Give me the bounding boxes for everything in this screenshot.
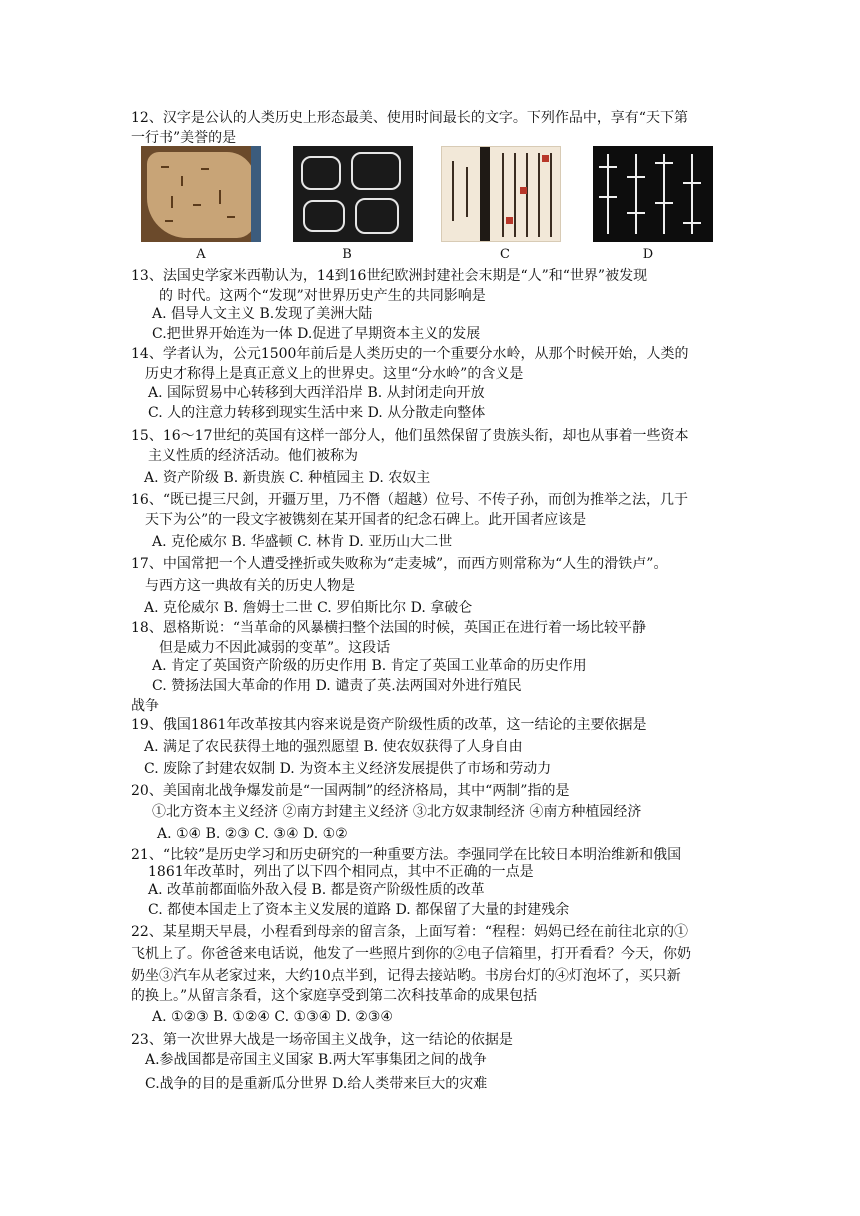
- text-line: A. ①④ B. ②③ C. ③④ D. ①②: [157, 826, 348, 842]
- text-line: 21、“比较”是历史学习和历史研究的一种重要方法。李强同学在比较日本明治维新和俄国: [131, 847, 682, 863]
- text-line: 1861年改革时，列出了以下四个相同点，其中不正确的一点是: [148, 864, 534, 880]
- text-line: 13、法国史学家米西勒认为，14到16世纪欧洲封建社会末期是“人”和“世界”被发现: [131, 268, 648, 284]
- text-line: C. 赞扬法国大革命的作用 D. 谴责了英.法两国对外进行殖民: [152, 678, 522, 694]
- text-line: A.参战国都是帝国主义国家 B.两大军事集团之间的战争: [145, 1052, 487, 1068]
- text-line: 16、“既已提三尺剑，开疆万里，乃不僭（超越）位号、不传子孙，而创为推举之法，几于: [131, 492, 688, 508]
- seal-script-image: [293, 146, 413, 242]
- text-line: 天下为公”的一段文字被镌刻在某开国者的纪念石碑上。此开国者应该是: [145, 512, 587, 528]
- text-line: A. 克伦威尔 B. 詹姆士二世 C. 罗伯斯比尔 D. 拿破仑: [144, 600, 473, 616]
- text-line: 19、俄国1861年改革按其内容来说是资产阶级性质的改革，这一结论的主要依据是: [131, 717, 647, 733]
- text-line: 战争: [131, 698, 159, 714]
- text-line: A. 满足了农民获得土地的强烈愿望 B. 使农奴获得了人身自由: [144, 739, 523, 755]
- image-label-a: A: [196, 247, 206, 262]
- text-line: A. 资产阶级 B. 新贵族 C. 种植园主 D. 农奴主: [144, 470, 431, 486]
- text-line: C. 都使本国走上了资本主义发展的道路 D. 都保留了大量的封建残余: [148, 902, 570, 918]
- text-line: A. 倡导人文主义 B.发现了美洲大陆: [152, 306, 373, 322]
- text-line: A. 国际贸易中心转移到大西洋沿岸 B. 从封闭走向开放: [148, 385, 485, 401]
- image-label-c: C: [500, 247, 510, 262]
- text-line: 但是威力不因此减弱的变革”。这段话: [159, 640, 391, 656]
- text-line: 15、16～17世纪的英国有这样一部分人，他们虽然保留了贵族头衔，却也从事着一些资本: [131, 428, 689, 444]
- text-line: 20、美国南北战争爆发前是“一国两制”的经济格局，其中“两制”指的是: [131, 783, 570, 799]
- text-line: 主义性质的经济活动。他们被称为: [148, 448, 358, 464]
- text-line: ①北方资本主义经济 ②南方封建主义经济 ③北方奴隶制经济 ④南方种植园经济: [152, 804, 642, 820]
- text-line: 的 时代。这两个“发现”对世界历史产生的共同影响是: [159, 288, 486, 304]
- text-line: A. 克伦威尔 B. 华盛顿 C. 林肯 D. 亚历山大二世: [152, 534, 453, 550]
- text-line: 22、某星期天早晨，小程看到母亲的留言条，上面写着：“程程：妈妈已经在前往北京的①: [131, 924, 688, 940]
- text-line: 17、中国常把一个人遭受挫折或失败称为“走麦城”，而西方则常称为“人生的滑铁卢”。: [131, 556, 668, 572]
- text-line: 12、汉字是公认的人类历史上形态最美、使用时间最长的文字。下列作品中，享有“天下第: [131, 110, 688, 126]
- text-line: C.战争的目的是重新瓜分世界 D.给人类带来巨大的灾难: [145, 1076, 488, 1092]
- lanting-xu-image: [441, 146, 561, 242]
- oracle-bone-image: [141, 146, 261, 242]
- text-line: A. 改革前都面临外敌入侵 B. 都是资产阶级性质的改革: [148, 882, 485, 898]
- text-line: C. 人的注意力转移到现实生活中来 D. 从分散走向整体: [148, 405, 486, 421]
- text-line: 一行书”美誉的是: [131, 130, 237, 146]
- text-line: 奶坐③汽车从老家过来，大约10点半到，记得去接站哟。书房台灯的④灯泡坏了，买只新: [131, 968, 681, 984]
- text-line: 18、恩格斯说：“当革命的风暴横扫整个法国的时候，英国正在进行着一场比较平静: [131, 620, 646, 636]
- text-line: 14、学者认为，公元1500年前后是人类历史的一个重要分水岭，从那个时候开始，人类的: [131, 346, 689, 362]
- text-line: A. ①②③ B. ①②④ C. ①③④ D. ②③④: [152, 1009, 393, 1025]
- text-line: 历史才称得上是真正意义上的世界史。这里“分水岭”的含义是: [145, 366, 524, 382]
- text-line: 的换上。”从留言条看，这个家庭享受到第二次科技革命的成果包括: [131, 988, 538, 1004]
- text-line: 与西方这一典故有关的历史人物是: [145, 578, 355, 594]
- text-line: 飞机上了。你爸爸来电话说，他发了一些照片到你的②电子信箱里，打开看看？今天，你奶: [131, 946, 691, 962]
- text-line: C.把世界开始连为一体 D.促进了早期资本主义的发展: [152, 326, 481, 342]
- text-line: 23、第一次世界大战是一场帝国主义战争，这一结论的依据是: [131, 1032, 513, 1048]
- text-line: C. 废除了封建农奴制 D. 为资本主义经济发展提供了市场和劳动力: [144, 761, 552, 777]
- text-line: A. 肯定了英国资产阶级的历史作用 B. 肯定了英国工业革命的历史作用: [152, 658, 587, 674]
- image-label-b: B: [342, 247, 352, 262]
- regular-script-image: [593, 146, 713, 242]
- image-label-d: D: [642, 247, 654, 262]
